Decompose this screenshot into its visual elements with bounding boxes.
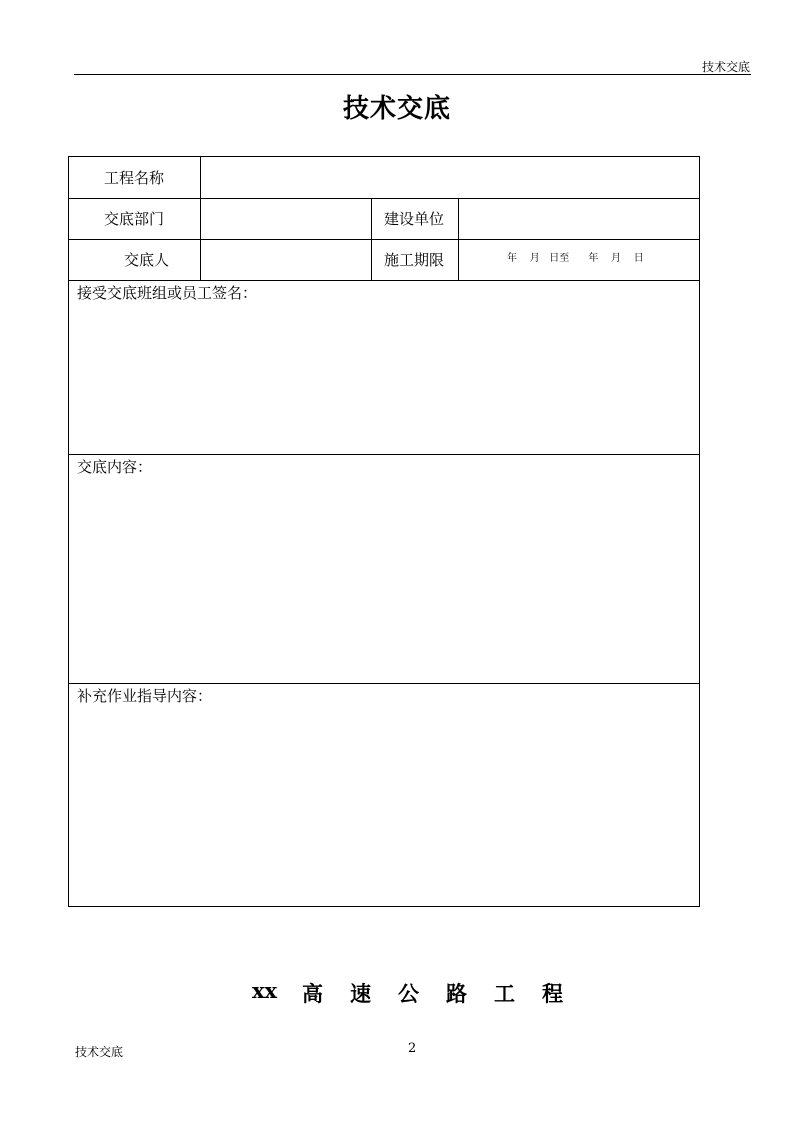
page-number: 2 [408,1041,417,1056]
construction-unit-field[interactable] [467,209,687,229]
page-title: 技术交底 [342,94,451,124]
col-divider-label [200,157,201,280]
company-char: 速 [350,981,371,1006]
project-name-field[interactable] [209,168,689,188]
col-divider-mid-left [371,198,372,280]
row-divider-2 [69,239,699,240]
row-divider-5 [69,683,699,684]
footer-text: 技术交底 [75,1045,124,1059]
content-section-label: 交底内容： [77,458,153,476]
row-divider-3 [69,280,699,281]
company-char: xx [252,978,278,1003]
handover-form [68,156,700,907]
handover-person-field[interactable] [209,250,359,270]
company-char: 工 [494,981,515,1006]
page-header-text: 技术交底 [701,60,750,74]
construction-period-label: 施工期限 [384,251,445,269]
construction-unit-label: 建设单位 [384,210,445,228]
row-divider-1 [69,198,699,199]
handover-department-label: 交底部门 [104,210,165,228]
col-divider-mid-right [458,198,459,280]
construction-period-dates[interactable]: 年 月 日至 年 月 日 [507,253,644,264]
company-char: 程 [542,981,563,1006]
handover-person-label: 交底人 [124,251,170,269]
handover-department-field[interactable] [209,209,359,229]
company-char: 路 [446,981,467,1006]
company-char: 高 [302,981,323,1006]
supplement-section-label: 补充作业指导内容： [77,687,213,705]
company-char: 公 [398,981,419,1006]
signatures-section-label: 接受交底班组或员工签名： [77,284,258,302]
row-divider-4 [69,454,699,455]
header-rule [74,74,751,75]
project-name-label: 工程名称 [104,169,165,187]
